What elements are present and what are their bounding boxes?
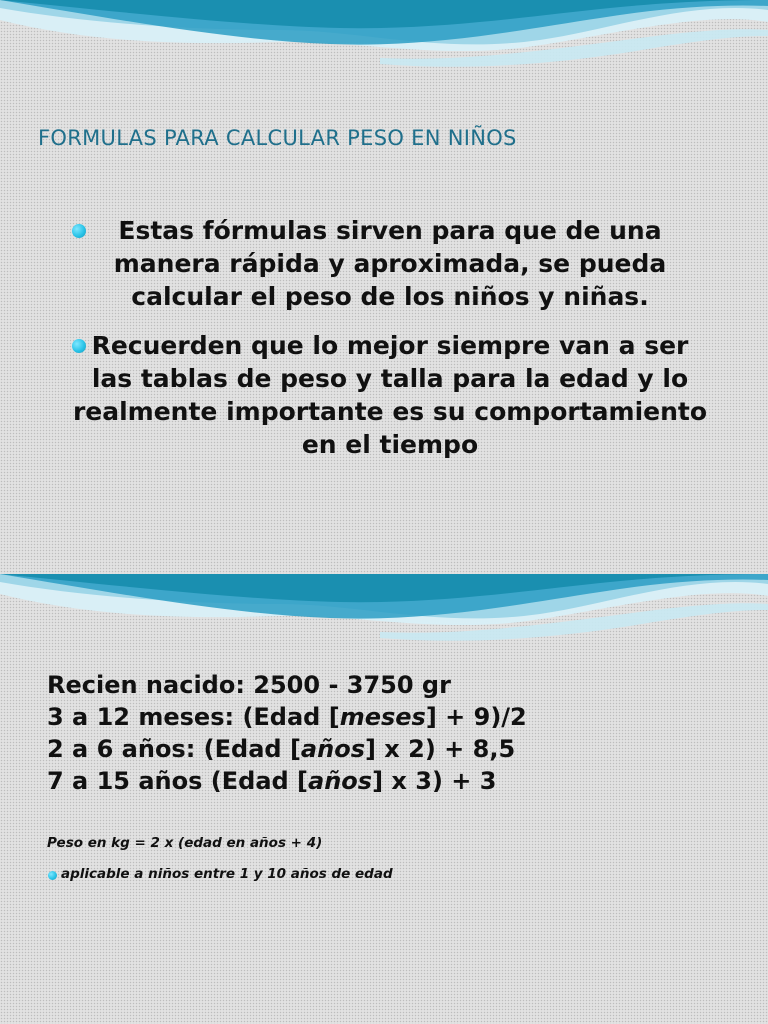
formula-text: ] x 2) + 8,5 <box>364 735 516 763</box>
slide-2 <box>0 574 768 1024</box>
formula-text: Recien nacido: 2500 - 3750 gr <box>47 671 451 699</box>
formula-unit: años <box>300 735 365 763</box>
applicability-text: aplicable a niños entre 1 y 10 años de edad <box>61 866 393 882</box>
formula-text: 3 a 12 meses: (Edad [ <box>47 703 340 731</box>
wave-decoration <box>0 574 768 684</box>
formula-unit: meses <box>339 703 426 731</box>
bullet-text: Estas fórmulas sirven para que de una manera rápida y aproximada, se pueda calcular el peso de los niños y niñas. <box>113 216 667 311</box>
bullet-text: Recuerden que lo mejor siempre van a ser las tablas de peso y talla para la edad y lo realmente importante es su comportamiento en el tiempo <box>72 331 708 459</box>
applicability-note <box>47 866 393 882</box>
formula-newborn <box>47 669 527 701</box>
page-title: FORMULAS PARA CALCULAR PESO EN NIÑOS <box>38 126 517 150</box>
formula-text: 2 a 6 años: (Edad [ <box>47 735 301 763</box>
formula-list <box>47 669 527 797</box>
formula-text: ] + 9)/2 <box>425 703 527 731</box>
formula-2-6-years <box>47 733 527 765</box>
formula-unit: años <box>308 767 373 795</box>
list-item <box>70 214 710 313</box>
formula-text: 7 a 15 años (Edad [ <box>47 767 309 795</box>
wave-decoration <box>0 0 768 110</box>
list-item <box>70 329 710 461</box>
formula-7-15-years <box>47 765 527 797</box>
bullet-dot-icon <box>72 224 86 238</box>
bullet-list <box>70 214 710 477</box>
formula-months <box>47 701 527 733</box>
weight-formula-note: Peso en kg = 2 x (edad en años + 4) <box>47 835 323 851</box>
formula-text: ] x 3) + 3 <box>372 767 497 795</box>
bullet-dot-icon <box>72 339 86 353</box>
bullet-dot-icon <box>48 871 57 880</box>
